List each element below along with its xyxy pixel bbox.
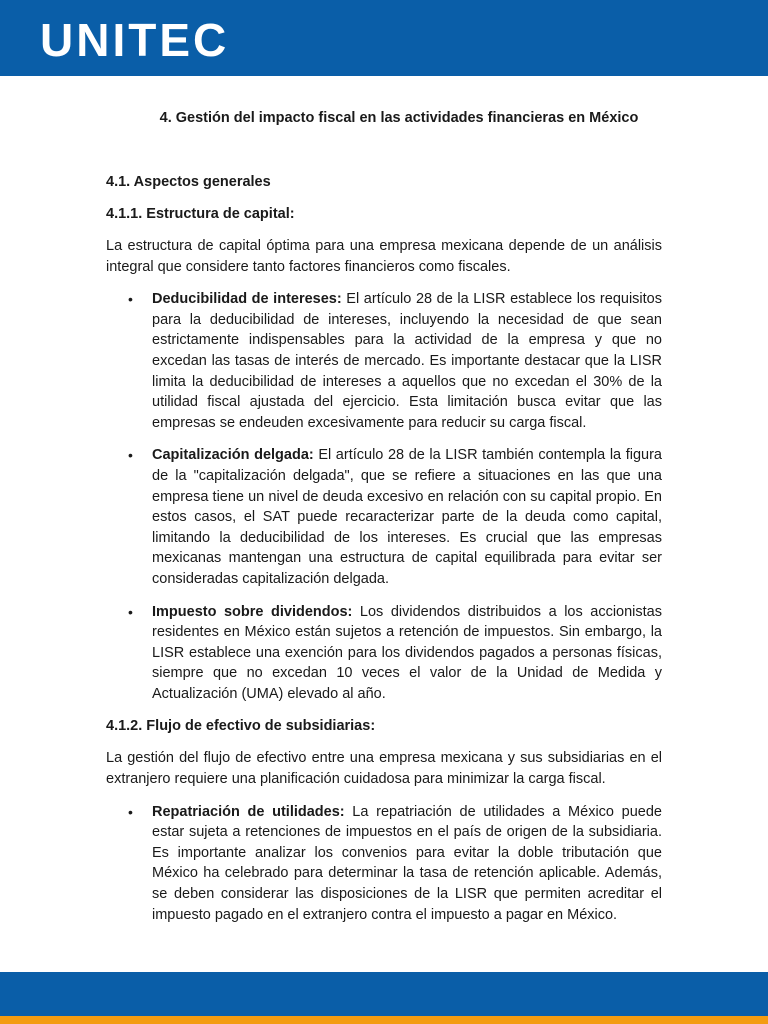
- header-bar: [0, 0, 768, 76]
- bullet-icon: •: [128, 291, 133, 308]
- bullet-icon: •: [128, 603, 133, 620]
- list-item: [106, 802, 662, 926]
- section-4-1-1-intro: La estructura de capital óptima para una empresa mexicana depende de un análisis integral que considere tanto factores financieros como fiscales.: [106, 238, 662, 275]
- document-title: 4. Gestión del impacto fiscal en las actividades financieras en México: [159, 110, 639, 126]
- document-body: [106, 108, 662, 937]
- section-4-1-2-list: [106, 802, 662, 926]
- unitec-logo: UNITEC: [40, 14, 230, 66]
- bullet-text: El artículo 28 de la LISR también contempla la figura de la "capitalización delgada", que se refiere a situaciones en las que una empresa tiene un nivel de deuda excesivo en relación con su capital propio. En estos casos, el SAT puede recaracterizar parte de la deuda como capital, limitando la deducibilidad de los intereses. Es crucial que las empresas mexicanas mantengan una estructura de capital equilibrada para evitar ser consideradas capitalización delgada.: [152, 447, 662, 587]
- bullet-term: Capitalización delgada:: [152, 447, 314, 464]
- bullet-icon: •: [128, 803, 133, 820]
- footer-accent-stripe: [0, 1016, 768, 1024]
- bullet-term: Impuesto sobre dividendos:: [152, 603, 353, 620]
- list-item: [106, 602, 662, 705]
- section-4-1-2-intro: La gestión del flujo de efectivo entre una empresa mexicana y sus subsidiarias en el extranjero requiere una planificación cuidadosa para minimizar la carga fiscal.: [106, 750, 662, 788]
- footer-bar: [0, 972, 768, 1016]
- list-item: [106, 445, 662, 589]
- list-item: [106, 289, 662, 433]
- bullet-text: El artículo 28 de la LISR establece los requisitos para la deducibilidad de intereses, incluyendo la necesidad de que sean estrictamente indispensables para la actividad de la empresa y que no excedan las tasas de interés de mercado. Es importante destacar que la LISR limita la deducibilidad de intereses a aquellos que no excedan el 30% de la utilidad fiscal ajustada del ejercicio. Esta limitación busca evitar que las empresas se endeuden excesivamente para reducir su carga fiscal.: [152, 291, 662, 431]
- section-heading-4-1-1: 4.1.1. Estructura de capital:: [106, 206, 295, 222]
- section-heading-4-1-2: 4.1.2. Flujo de efectivo de subsidiarias:: [106, 718, 376, 735]
- bullet-term: Deducibilidad de intereses:: [152, 291, 342, 308]
- section-heading-4-1: 4.1. Aspectos generales: [106, 174, 271, 190]
- section-4-1-1-list: [106, 289, 662, 704]
- bullet-icon: •: [128, 447, 133, 464]
- bullet-text: Los dividendos distribuidos a los accionistas residentes en México están sujetos a retención de impuestos. Sin embargo, la LISR establece una exención para los dividendos pagados a personas físicas, siempre que no excedan 10 veces el valor de la Unidad de Medida y Actualización (UMA) elevado al año.: [152, 603, 662, 702]
- bullet-term: Repatriación de utilidades:: [152, 803, 345, 820]
- bullet-text: La repatriación de utilidades a México puede estar sujeta a retenciones de impuestos en el país de origen de la subsidiaria. Es importante analizar los convenios para evitar la doble tributación que México ha celebrado para determinar la tasa de retención aplicable. Además, se deben considerar las disposiciones de la LISR que permiten acreditar el impuesto pagado en el extranjero contra el impuesto a pagar en México.: [152, 803, 662, 923]
